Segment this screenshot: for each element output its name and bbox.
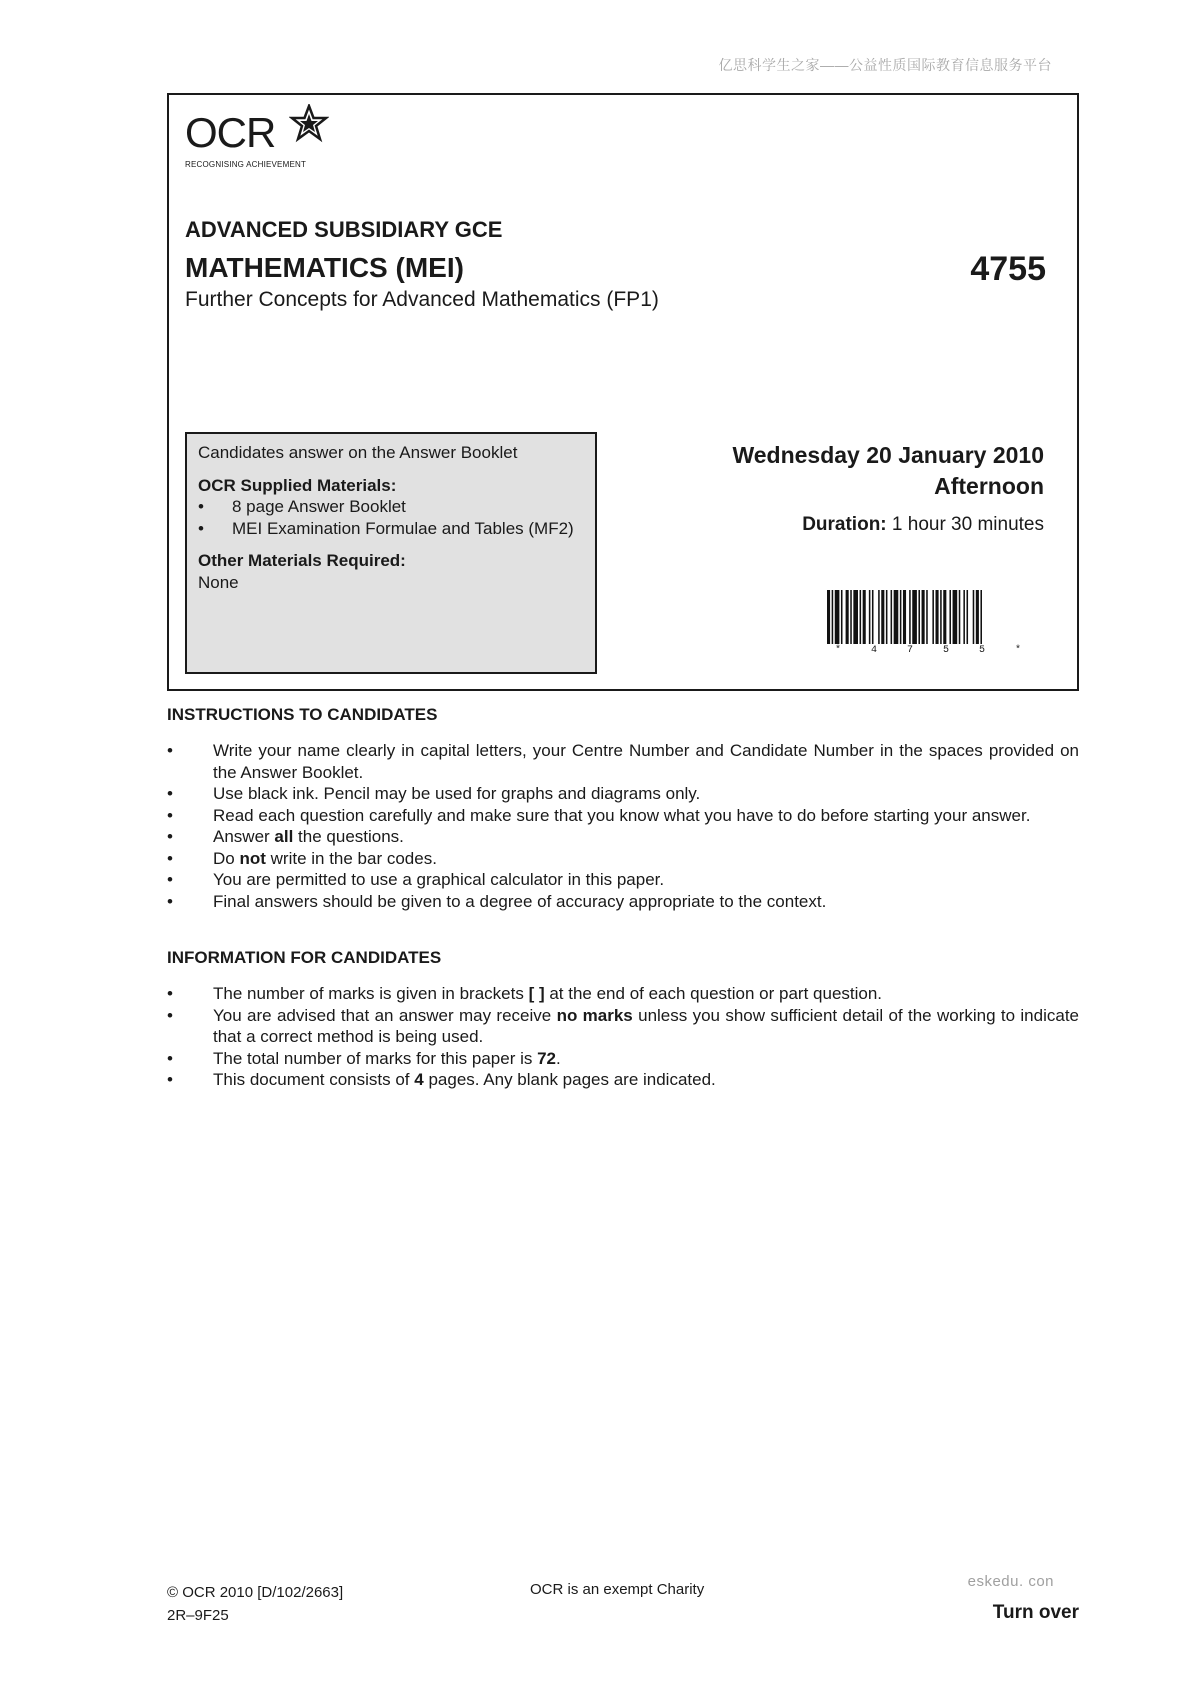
- barcode-bar: [963, 590, 965, 644]
- instruction-item-text: Read each question carefully and make sure that you know what you have to do before starting your answer.: [213, 805, 1031, 825]
- barcode-bar: [863, 590, 866, 644]
- barcode-bar: [835, 590, 840, 644]
- footer-left: [167, 1581, 343, 1627]
- barcode-bar: [846, 590, 849, 644]
- barcode-bar: [860, 590, 862, 644]
- barcode-bar: [878, 590, 880, 644]
- information-item-text: The number of marks is given in brackets [ ] at the end of each question or part question.: [213, 984, 883, 1003]
- barcode-bar: [959, 590, 961, 644]
- barcode-bar: [886, 590, 888, 644]
- other-materials-heading: Other Materials Required:: [198, 551, 406, 570]
- instruction-item-text: You are permitted to use a graphical calculator in this paper.: [213, 870, 665, 889]
- bullet-icon: •: [167, 784, 173, 803]
- bullet-icon: •: [198, 518, 204, 538]
- logo-text: OCR: [185, 109, 276, 156]
- instruction-item: [167, 783, 1079, 805]
- barcode-bar: [891, 590, 893, 644]
- information-item-text: You are advised that an answer may receive no marks unless you show sufficient detail of the working to indicate that a correct method is being used.: [213, 1005, 1079, 1046]
- bullet-icon: •: [167, 848, 173, 868]
- instructions-heading: INSTRUCTIONS TO CANDIDATES: [167, 705, 438, 724]
- turn-over: Turn over: [992, 1602, 1079, 1623]
- duration-value: 1 hour 30 minutes: [891, 514, 1044, 535]
- barcode-bar: [909, 590, 911, 644]
- barcode-bar: [850, 590, 852, 644]
- barcode-bar: [894, 590, 899, 644]
- barcode-bar: [918, 590, 920, 644]
- copyright: © OCR 2010 [D/102/2663]: [167, 1584, 344, 1601]
- bullet-icon: •: [167, 741, 173, 760]
- duration-label: Duration:: [802, 514, 887, 535]
- instruction-item: [167, 869, 1079, 891]
- bullet-icon: •: [167, 805, 173, 825]
- barcode-bar: [827, 590, 830, 644]
- barcode-bars: [827, 590, 1043, 644]
- barcode: [827, 590, 1043, 656]
- barcode-bar: [976, 590, 979, 644]
- unit-title: Further Concepts for Advanced Mathematics (FP1): [185, 288, 659, 311]
- instruction-item-text: Write your name clearly in capital letters, your Centre Number and Candidate Number in the spaces provided on the Answer Booklet.: [213, 741, 1079, 782]
- exam-date-block: [732, 440, 1044, 502]
- barcode-bar: [922, 590, 925, 644]
- barcode-bar: [936, 590, 939, 644]
- supplied-item: [198, 518, 584, 540]
- star-icon: [289, 104, 329, 144]
- top-watermark: 亿思科学生之家——公益性质国际教育信息服务平台: [718, 57, 1052, 73]
- instruction-item: [167, 848, 1079, 870]
- information-item: [167, 983, 1079, 1005]
- bullet-icon: •: [167, 827, 173, 846]
- supplied-materials-heading: OCR Supplied Materials:: [198, 475, 397, 495]
- duration: [802, 514, 1044, 536]
- paper-code: 4755: [970, 250, 1046, 288]
- barcode-bar: [949, 590, 951, 644]
- barcode-bar: [980, 590, 982, 644]
- barcode-bar: [903, 590, 906, 644]
- bullet-icon: •: [167, 1005, 173, 1025]
- bullet-icon: •: [167, 891, 173, 911]
- information-item: [167, 1069, 1079, 1091]
- ocr-logo: [185, 109, 355, 187]
- instruction-item-text: Use black ink. Pencil may be used for graphs and diagrams only.: [213, 784, 701, 803]
- barcode-bar: [832, 590, 834, 644]
- instruction-item: [167, 740, 1079, 783]
- logo-tagline: RECOGNISING ACHIEVEMENT: [185, 160, 307, 169]
- barcode-bar: [853, 590, 858, 644]
- instruction-item-text: Do not write in the bar codes.: [213, 848, 437, 868]
- bullet-icon: •: [167, 1048, 173, 1068]
- instruction-item-text: Answer all the questions.: [213, 827, 404, 846]
- bullet-icon: •: [167, 870, 173, 889]
- instruction-item: [167, 805, 1079, 827]
- barcode-bar: [932, 590, 934, 644]
- exam-session: Afternoon: [934, 473, 1044, 499]
- information-item: [167, 1048, 1079, 1070]
- subject-title: MATHEMATICS (MEI): [185, 252, 464, 283]
- barcode-bar: [967, 590, 969, 644]
- document-ref: 2R–9F25: [167, 1607, 229, 1624]
- other-materials-value: None: [198, 572, 239, 592]
- barcode-bar: [943, 590, 946, 644]
- instructions-list: [167, 740, 1079, 912]
- instruction-item: [167, 826, 1079, 848]
- information-heading: INFORMATION FOR CANDIDATES: [167, 948, 442, 967]
- supplied-item: [198, 496, 584, 518]
- information-item-text: This document consists of 4 pages. Any blank pages are indicated.: [213, 1070, 716, 1089]
- supplied-item-text: MEI Examination Formulae and Tables (MF2): [232, 518, 574, 538]
- bullet-icon: •: [167, 1070, 173, 1089]
- bullet-icon: •: [167, 984, 173, 1003]
- barcode-bar: [869, 590, 871, 644]
- materials-box: [185, 432, 597, 674]
- exam-date: Wednesday 20 January 2010: [732, 442, 1044, 468]
- barcode-bar: [953, 590, 958, 644]
- qualification-title: ADVANCED SUBSIDIARY GCE: [185, 217, 503, 242]
- barcode-bar: [872, 590, 874, 644]
- information-item-text: The total number of marks for this paper is 72.: [213, 1048, 561, 1068]
- footer-watermark: eskedu. con: [967, 1573, 1054, 1590]
- instruction-item-text: Final answers should be given to a degree of accuracy appropriate to the context.: [213, 891, 827, 911]
- bullet-icon: •: [198, 497, 204, 516]
- answer-booklet-line: Candidates answer on the Answer Booklet: [198, 443, 518, 462]
- barcode-bar: [881, 590, 884, 644]
- barcode-bar: [940, 590, 942, 644]
- barcode-bar: [973, 590, 975, 644]
- barcode-bar: [926, 590, 928, 644]
- barcode-bar: [900, 590, 902, 644]
- barcode-bar: [912, 590, 917, 644]
- instruction-item: [167, 891, 1079, 913]
- barcode-bar: [841, 590, 843, 644]
- supplied-item-text: 8 page Answer Booklet: [232, 497, 406, 516]
- information-list: [167, 983, 1079, 1091]
- charity-note: OCR is an exempt Charity: [530, 1581, 705, 1598]
- information-item: [167, 1005, 1079, 1048]
- barcode-caption: * 4 7 5 5 *: [835, 645, 1034, 656]
